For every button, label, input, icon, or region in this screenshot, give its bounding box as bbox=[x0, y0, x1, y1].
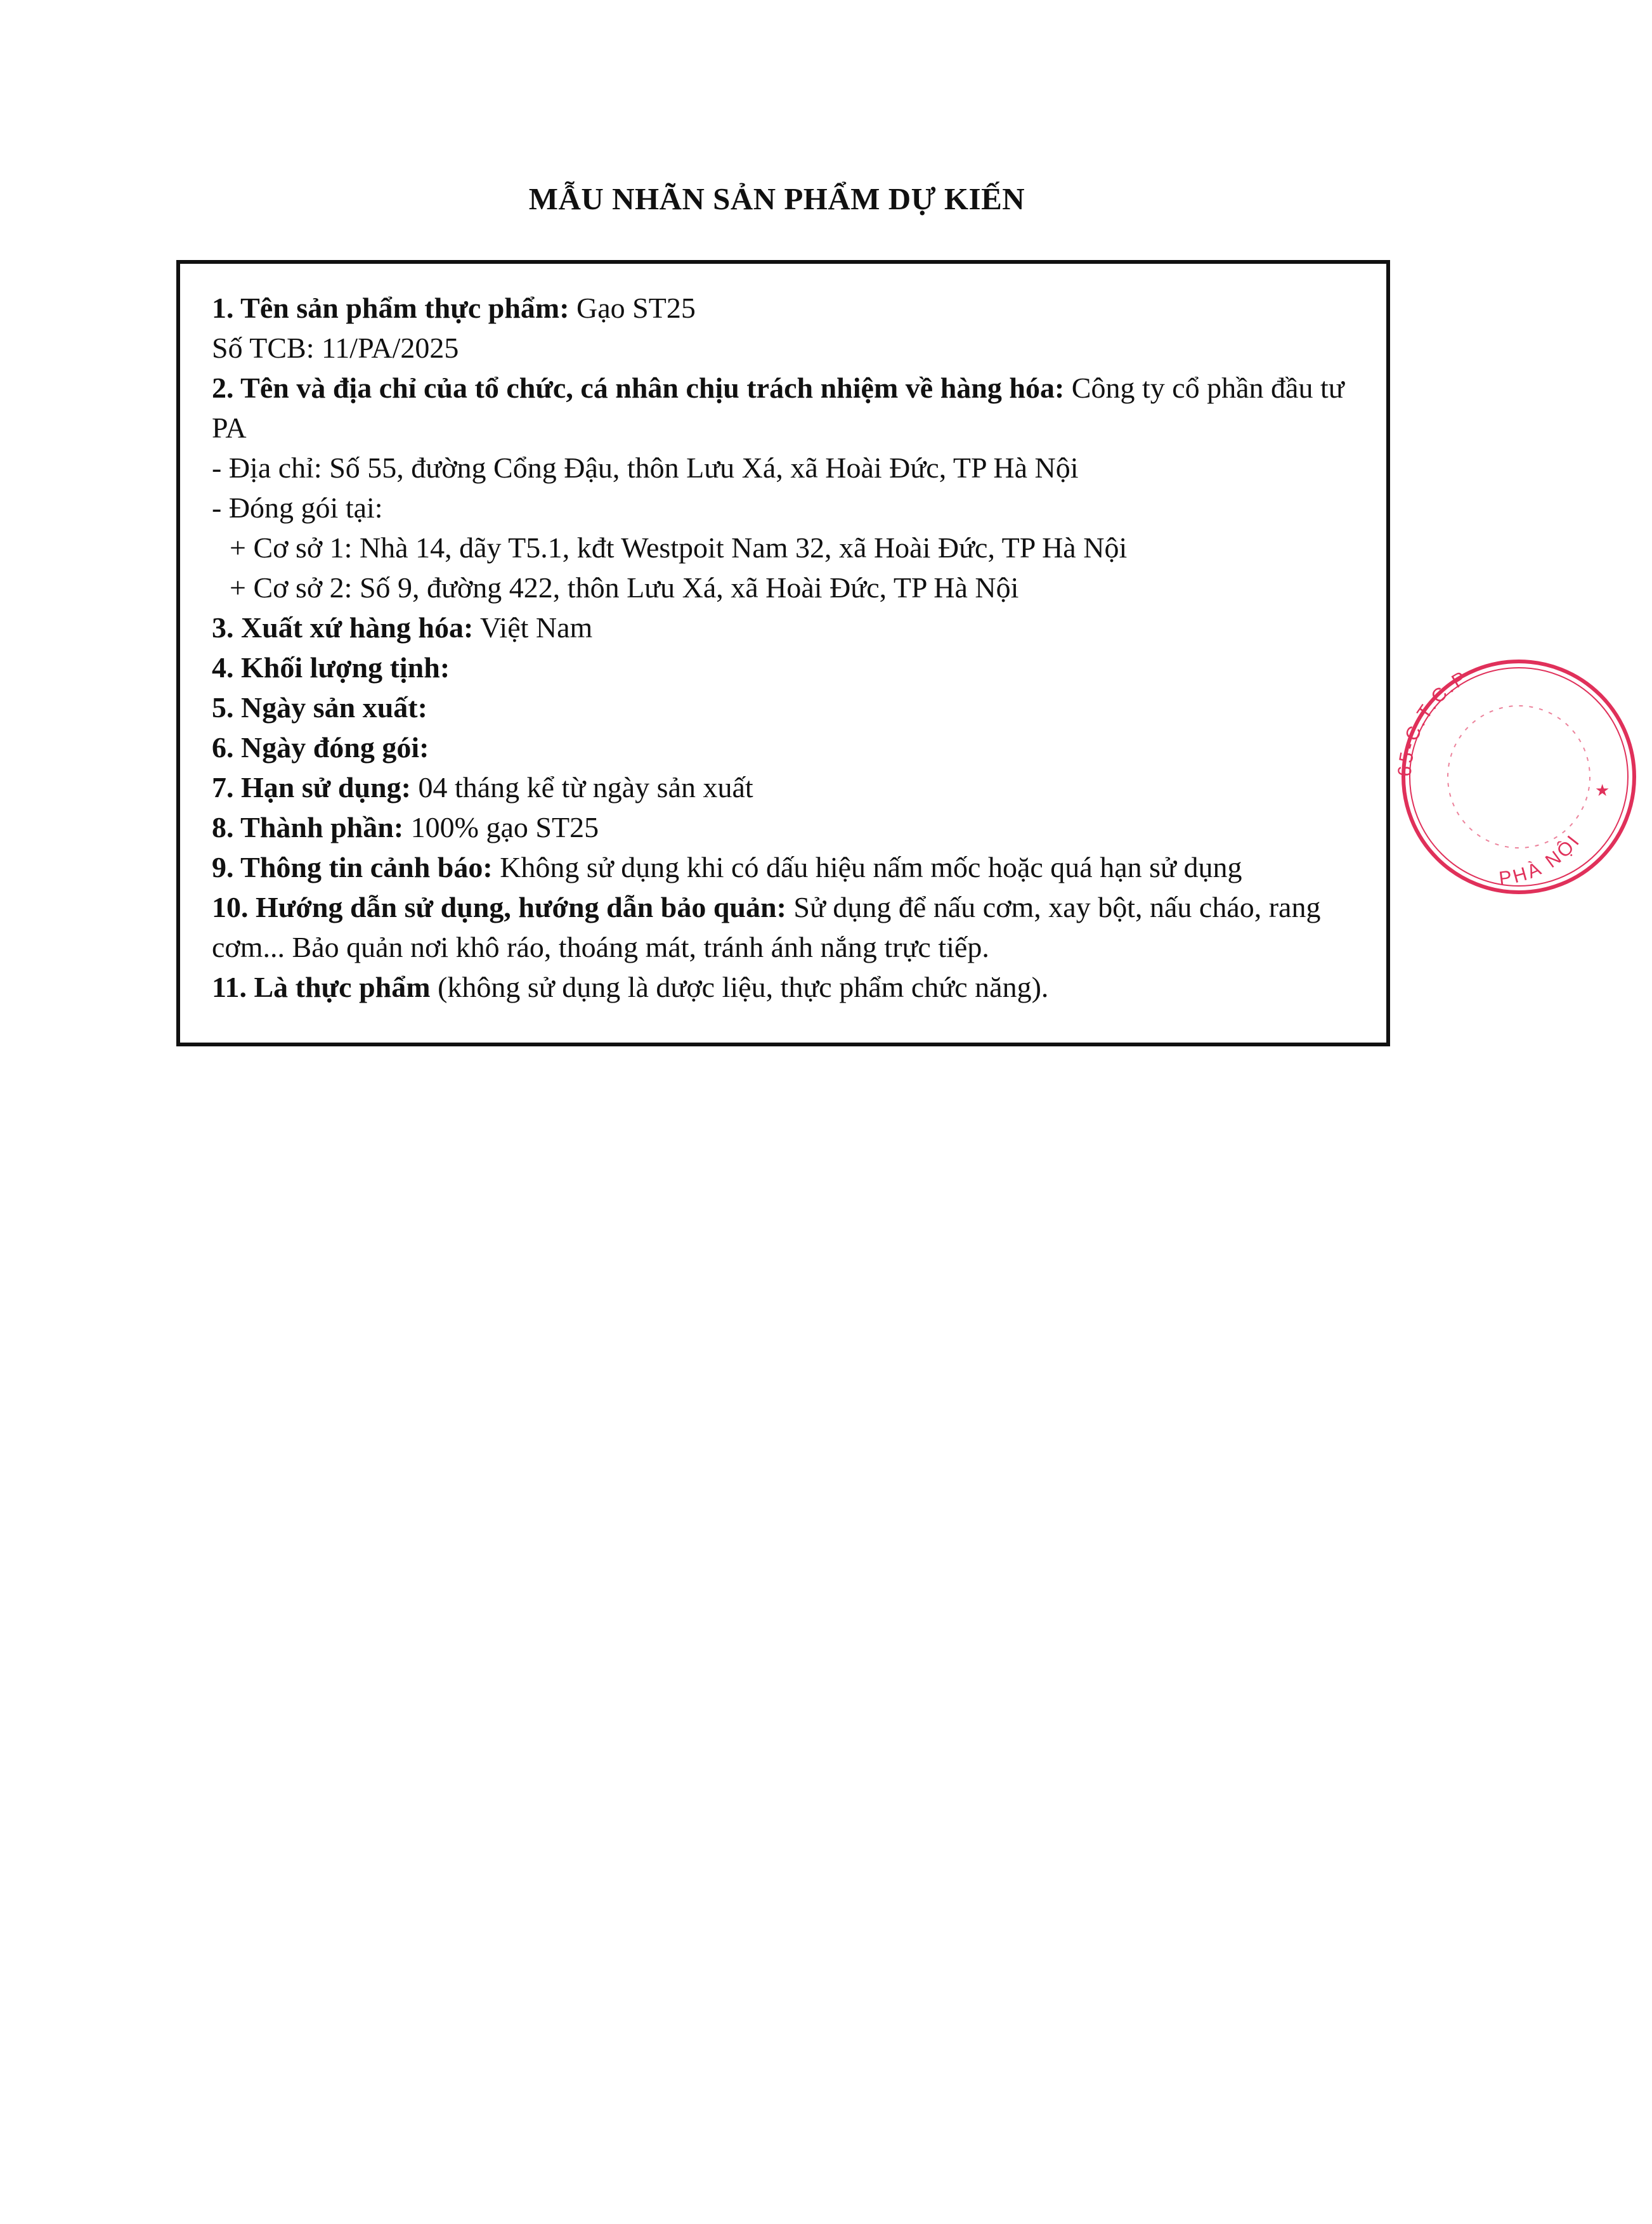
line-address bbox=[212, 448, 1363, 488]
line-responsible-party bbox=[212, 368, 1363, 448]
line-origin bbox=[212, 608, 1363, 647]
line-label: 11. Là thực phẩm bbox=[212, 971, 431, 1003]
line-value: 100% gạo ST25 bbox=[403, 811, 599, 843]
line-facility-1 bbox=[212, 528, 1363, 568]
line-label: 8. Thành phần: bbox=[212, 811, 404, 843]
line-value: + Cơ sở 1: Nhà 14, dãy T5.1, kđt Westpoit Nam 32, xã Hoài Đức, TP Hà Nội bbox=[230, 531, 1128, 564]
line-tcb bbox=[212, 328, 1363, 368]
line-label: 3. Xuất xứ hàng hóa: bbox=[212, 611, 474, 644]
seal-text-top: 65-C.T.C.P bbox=[1394, 666, 1473, 777]
line-value: Việt Nam bbox=[473, 611, 593, 644]
seal-star-icon: ★ bbox=[1595, 781, 1610, 800]
line-label: 2. Tên và địa chỉ của tổ chức, cá nhân chịu trách nhiệm về hàng hóa: bbox=[212, 372, 1065, 404]
page-title: MẪU NHÃN SẢN PHẨM DỰ KIẾN bbox=[528, 181, 1025, 216]
company-seal-stamp bbox=[1386, 650, 1610, 904]
line-value: Sử dụng để nấu cơm, xay bột, nấu cháo, rang cơm... Bảo quản nơi khô ráo, thoáng mát, tránh ánh nắng trực tiếp. bbox=[212, 891, 1321, 963]
product-label-box bbox=[176, 260, 1390, 1046]
line-value: Gạo ST25 bbox=[569, 292, 696, 324]
line-ingredients bbox=[212, 807, 1363, 847]
line-value: Số TCB: 11/PA/2025 bbox=[212, 332, 459, 364]
line-label: 10. Hướng dẫn sử dụng, hướng dẫn bảo quản: bbox=[212, 891, 786, 923]
line-facility-2 bbox=[212, 568, 1363, 608]
line-usage-storage bbox=[212, 887, 1363, 967]
line-label: 5. Ngày sản xuất: bbox=[212, 691, 427, 724]
line-value: Không sử dụng khi có dấu hiệu nấm mốc hoặc quá hạn sử dụng bbox=[492, 851, 1242, 883]
line-label: 9. Thông tin cảnh báo: bbox=[212, 851, 493, 883]
line-value: 04 tháng kể từ ngày sản xuất bbox=[410, 771, 753, 803]
line-value: + Cơ sở 2: Số 9, đường 422, thôn Lưu Xá, xã Hoài Đức, TP Hà Nội bbox=[230, 571, 1019, 604]
line-food-type bbox=[212, 967, 1363, 1007]
line-manufacture-date bbox=[212, 687, 1363, 727]
line-label: 7. Hạn sử dụng: bbox=[212, 771, 411, 803]
seal-graphic bbox=[1386, 650, 1652, 904]
line-packaging-at bbox=[212, 488, 1363, 528]
line-label: 4. Khối lượng tịnh: bbox=[212, 651, 450, 684]
line-value: - Địa chỉ: Số 55, đường Cổng Đậu, thôn Lưu Xá, xã Hoài Đức, TP Hà Nội bbox=[212, 452, 1079, 484]
line-warning bbox=[212, 847, 1363, 887]
line-value: Công ty cổ phần đầu tư PA bbox=[212, 372, 1344, 444]
line-net-weight bbox=[212, 647, 1363, 687]
svg-text:65-C.T.C.P bbox=[1395, 667, 1472, 777]
line-label: 1. Tên sản phẩm thực phẩm: bbox=[212, 292, 569, 324]
seal-text-bottom: PHÀ NỘI bbox=[1497, 829, 1585, 890]
line-value: (không sử dụng là dược liệu, thực phẩm chức năng). bbox=[430, 971, 1049, 1003]
line-value: - Đóng gói tại: bbox=[212, 491, 383, 524]
line-label: 6. Ngày đóng gói: bbox=[212, 731, 429, 764]
line-packaging-date bbox=[212, 727, 1363, 767]
line-expiry bbox=[212, 767, 1363, 807]
line-product-name bbox=[212, 288, 1363, 328]
